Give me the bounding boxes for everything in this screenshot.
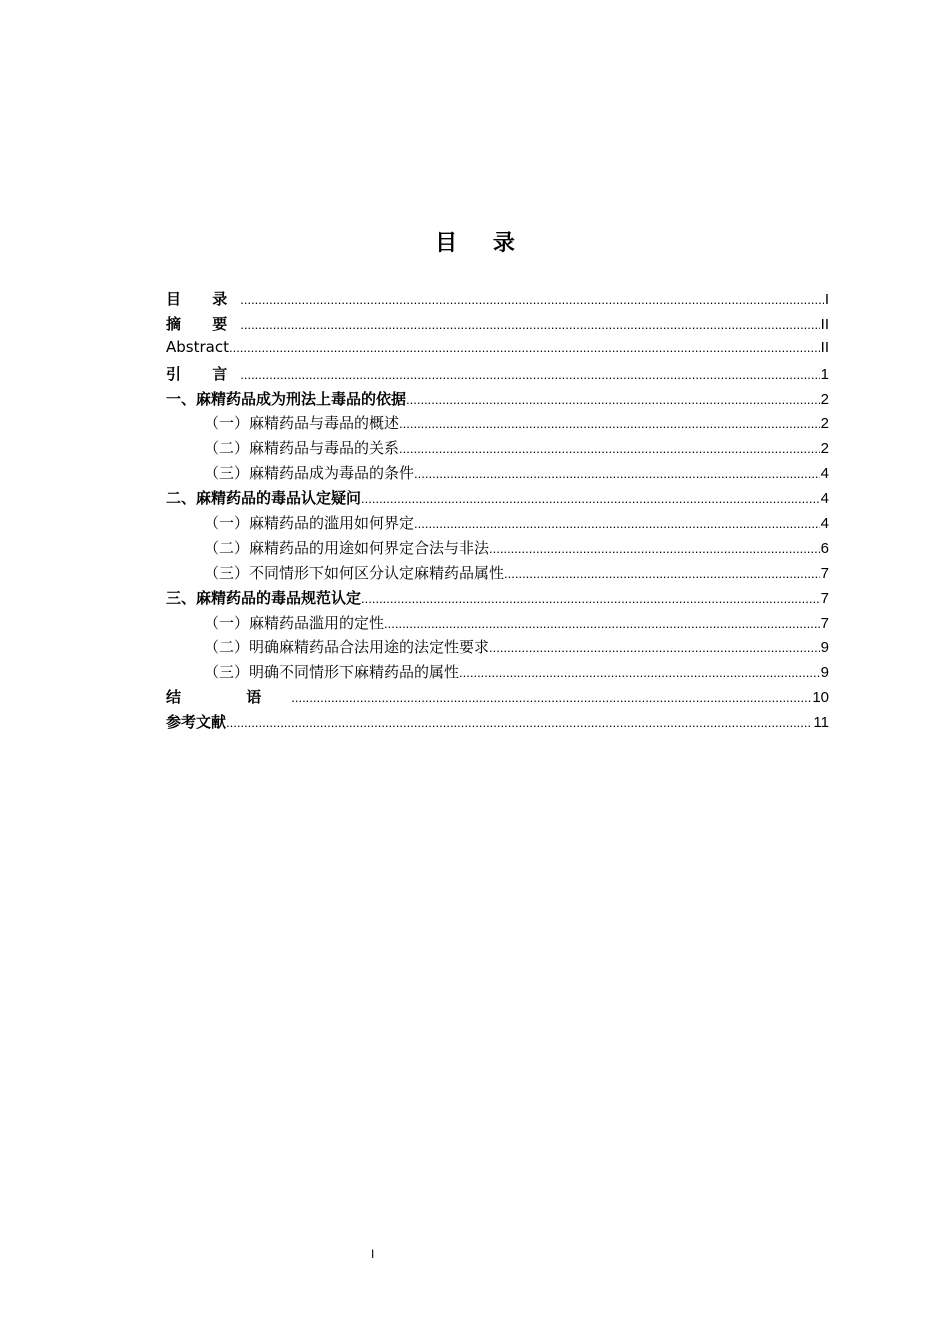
toc-entry[interactable]: [166, 711, 829, 736]
toc-dot-leader: [504, 566, 820, 581]
toc-entry-page: 4: [820, 515, 829, 533]
toc-entry-label: 结 语: [166, 688, 292, 707]
toc-entry-label: （三）麻精药品成为毒品的条件: [204, 464, 415, 483]
table-of-contents: [166, 288, 829, 736]
toc-entry-label: （一）麻精药品滥用的定性: [204, 613, 385, 632]
toc-entry[interactable]: [166, 462, 829, 487]
toc-entry[interactable]: [166, 512, 829, 537]
toc-entry-label: （二）麻精药品的用途如何界定合法与非法: [204, 538, 490, 557]
toc-entry-page: 7: [820, 614, 829, 632]
toc-entry-label: （二）明确麻精药品合法用途的法定性要求: [204, 638, 490, 657]
toc-entry[interactable]: [166, 313, 829, 338]
toc-dot-leader: [240, 317, 819, 332]
toc-entry-label: 二、麻精药品的毒品认定疑问: [166, 489, 362, 508]
toc-entry-page: 7: [820, 589, 829, 607]
toc-entry-label: 参考文献: [166, 713, 227, 732]
toc-entry-page: II: [820, 315, 829, 333]
toc-entry[interactable]: [166, 363, 829, 388]
toc-entry-label: （一）麻精药品与毒品的概述: [204, 414, 400, 433]
toc-entry[interactable]: [166, 388, 829, 413]
toc-entry-label: Abstract: [166, 337, 229, 356]
toc-entry-label: 引 言: [166, 364, 241, 383]
toc-entry-page: 1: [820, 365, 829, 383]
toc-entry[interactable]: [166, 661, 829, 686]
toc-dot-leader: [384, 616, 820, 631]
toc-entry-page: I: [824, 291, 829, 308]
toc-dot-leader: [459, 665, 820, 680]
toc-entry[interactable]: [166, 487, 829, 512]
toc-dot-leader: [240, 367, 819, 382]
toc-dot-leader: [226, 715, 812, 730]
toc-entry-label: 三、麻精药品的毒品规范认定: [166, 588, 362, 607]
toc-entry-page: 2: [820, 440, 829, 458]
toc-entry-label: 摘 要: [166, 314, 241, 333]
toc-entry[interactable]: [166, 587, 829, 612]
toc-dot-leader: [399, 441, 820, 456]
toc-entry-page: 10: [812, 689, 829, 707]
toc-entry[interactable]: [166, 338, 829, 363]
page-title: 目 录: [435, 231, 529, 256]
toc-entry-page: 9: [820, 639, 829, 657]
toc-entry[interactable]: [166, 537, 829, 562]
toc-dot-leader: [361, 591, 820, 606]
toc-entry[interactable]: [166, 562, 829, 587]
toc-dot-leader: [414, 516, 820, 531]
toc-entry-page: 4: [820, 490, 829, 508]
toc-entry[interactable]: [166, 437, 829, 462]
toc-entry-label: 目 录: [166, 290, 241, 308]
toc-entry-page: 2: [820, 415, 829, 433]
toc-dot-leader: [406, 392, 820, 407]
toc-entry-label: （一）麻精药品的滥用如何界定: [204, 514, 415, 533]
toc-entry-page: 6: [820, 539, 829, 557]
toc-entry-page: 2: [820, 390, 829, 408]
footer-page-number: I: [371, 1247, 375, 1261]
toc-entry-label: （二）麻精药品与毒品的关系: [204, 439, 400, 458]
toc-dot-leader: [414, 466, 820, 481]
toc-entry-label: 一、麻精药品成为刑法上毒品的依据: [166, 389, 407, 408]
toc-entry[interactable]: [166, 612, 829, 637]
toc-entry-page: 9: [820, 664, 829, 682]
toc-entry[interactable]: [166, 636, 829, 661]
toc-dot-leader: [240, 292, 824, 307]
toc-entry[interactable]: [166, 288, 829, 313]
toc-entry-label: （三）不同情形下如何区分认定麻精药品属性: [204, 563, 505, 582]
toc-dot-leader: [399, 416, 820, 431]
toc-dot-leader: [291, 690, 811, 705]
toc-entry-page: II: [820, 338, 829, 356]
toc-entry-page: 7: [820, 564, 829, 582]
toc-entry-label: （三）明确不同情形下麻精药品的属性: [204, 663, 460, 682]
toc-dot-leader: [489, 640, 820, 655]
toc-dot-leader: [229, 340, 820, 355]
toc-entry[interactable]: [166, 412, 829, 437]
toc-entry[interactable]: [166, 686, 829, 711]
toc-entry-page: 4: [820, 465, 829, 483]
toc-entry-page: 11: [813, 714, 829, 732]
toc-dot-leader: [361, 491, 820, 506]
toc-dot-leader: [489, 541, 820, 556]
